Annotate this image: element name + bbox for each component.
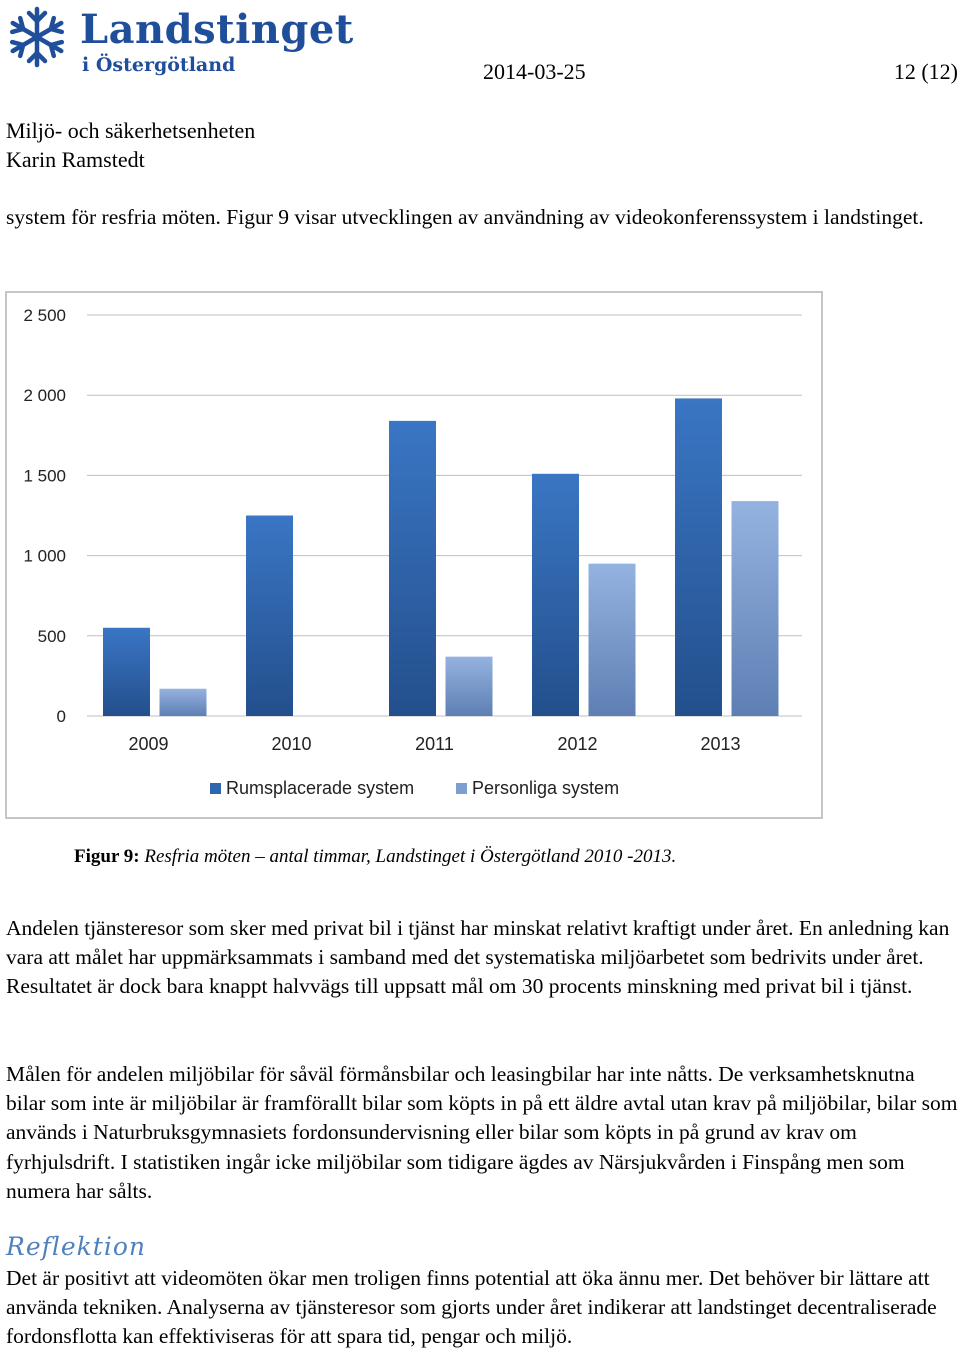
bar-rumsplacerade-2011 <box>389 421 436 716</box>
legend-label: Rumsplacerade system <box>226 778 415 798</box>
author: Karin Ramstedt <box>6 147 145 172</box>
paragraph-car-trips: Andelen tjänsteresor som sker med privat bil i tjänst har minskat relativt kraftigt under året. En anledning kan vara att målet har uppmärksammats i samband med det systematiska miljöarbetet som bedrivits under året. Resultatet är dock bara knappt halvvägs till uppsatt mål om 30 procents minskning med privat bil i tjänst. <box>6 916 950 999</box>
snowflake-emblem-icon <box>3 3 71 71</box>
intro-paragraph: system för resfria möten. Figur 9 visar utvecklingen av användning av videokonferenssystem i landstinget. <box>6 205 924 229</box>
bar-rumsplacerade-2010 <box>246 516 293 717</box>
y-tick-label: 2 500 <box>23 306 66 325</box>
bar-personliga-2011 <box>446 657 493 716</box>
y-tick-label: 2 000 <box>23 386 66 406</box>
y-tick-label: 500 <box>37 626 66 646</box>
caption-text: Resfria möten – antal timmar, Landstinget i Östergötland 2010 -2013. <box>144 846 677 867</box>
bar-chart <box>5 291 823 819</box>
x-tick-label: 2010 <box>271 734 312 754</box>
bar-rumsplacerade-2013 <box>675 398 722 716</box>
paragraph-reflection: Det är positivt att videomöten ökar men troligen finns potential att öka ännu mer. Det behöver bir lättare att använda tekniken. Analyserna av tjänsteresor som gjorts under året indikerar att landstinget decentraliserade fordonsflotta kan effektiviseras för att spara tid, pengar och miljö. <box>6 1266 937 1349</box>
legend-swatch <box>456 783 467 794</box>
figure-caption <box>74 845 676 869</box>
x-tick-label: 2011 <box>415 734 454 754</box>
paragraph-eco-cars: Målen för andelen miljöbilar för såväl förmånsbilar och leasingbilar har inte nåtts. De verksamhetsknutna bilar som inte är miljöbilar är framförallt bilar som köpts in på ett äldre avtal utan krav på miljöbilar, bilar som används i Naturbruksgymnasiets fordonsundervisning eller bilar som köpts in på grund av krav om fyrhjulsdrift. I statistiken ingår icke miljöbilar som tidigare ägdes av Närsjukvården i Finspång men som numera har sålts. <box>6 1062 958 1203</box>
bar-rumsplacerade-2009 <box>103 628 150 716</box>
legend-swatch <box>210 783 221 794</box>
logo-name: Landstinget <box>80 6 354 53</box>
legend-label: Personliga system <box>472 778 620 798</box>
x-tick-label: 2009 <box>128 734 169 754</box>
x-tick-label: 2013 <box>700 734 741 754</box>
y-tick-label: 0 <box>56 707 66 726</box>
x-tick-label: 2012 <box>557 734 598 754</box>
document-date: 2014-03-25 <box>483 59 586 84</box>
bar-personliga-2009 <box>160 689 207 716</box>
bar-rumsplacerade-2012 <box>532 474 579 716</box>
bar-personliga-2013 <box>732 501 779 716</box>
department: Miljö- och säkerhetsenheten <box>6 118 256 143</box>
page-number: 12 (12) <box>893 59 958 84</box>
section-heading: Reflektion <box>6 1232 147 1261</box>
bar-personliga-2012 <box>589 564 636 716</box>
y-tick-label: 1 500 <box>23 466 66 486</box>
y-tick-label: 1 000 <box>23 546 66 566</box>
logo-subtitle: i Östergötland <box>82 54 236 76</box>
caption-label: Figur 9: <box>74 846 140 867</box>
